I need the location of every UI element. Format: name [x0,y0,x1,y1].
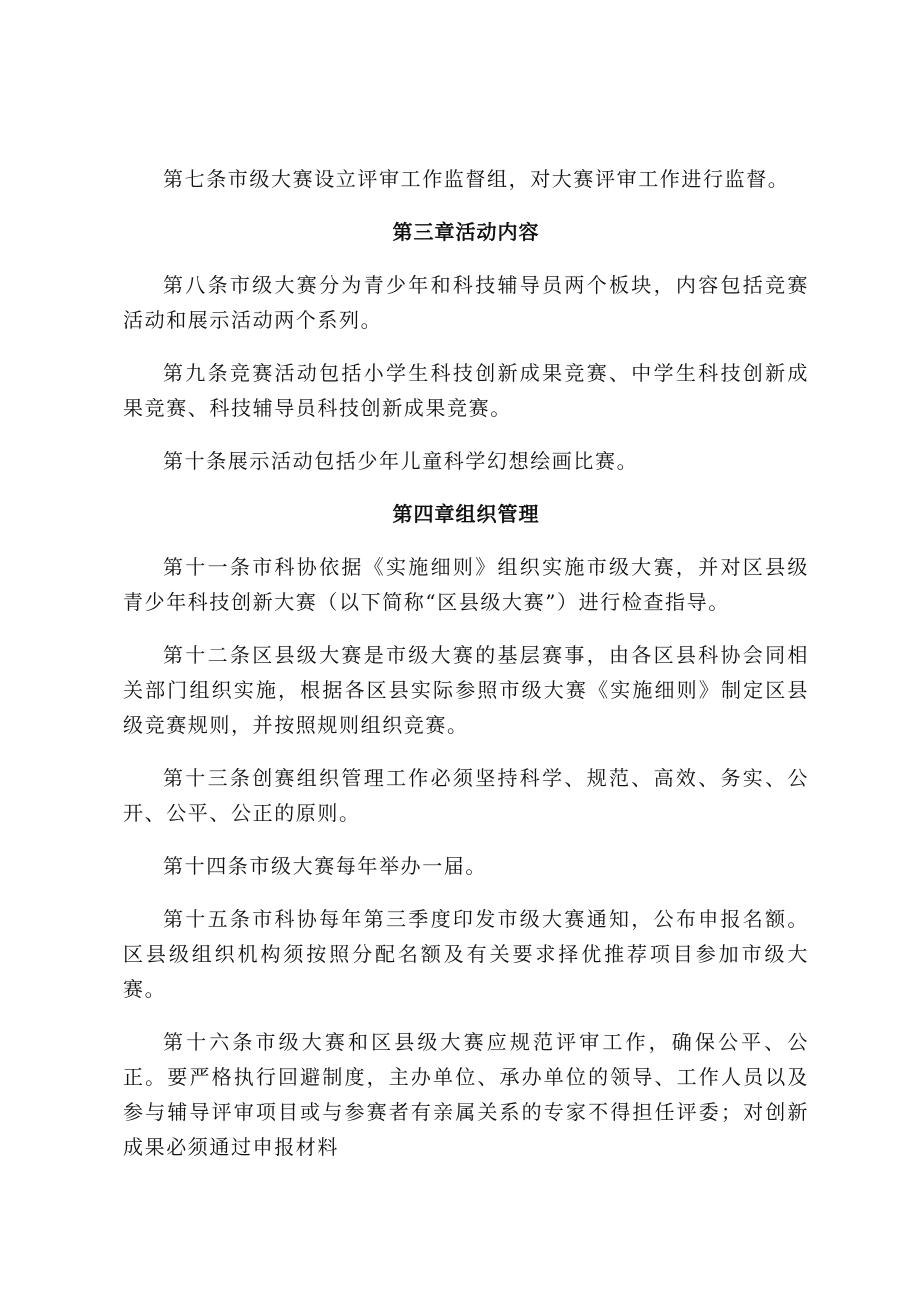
article-14: 第十四条市级大赛每年举办一届。 [163,854,487,878]
chapter-3-heading: 第三章活动内容 [392,220,540,244]
article-9: 第九条竞赛活动包括小学生科技创新成果竞赛、中学生科技创新成果竞赛、科技辅导员科技创新成果竞赛。 [123,361,809,420]
article-16: 第十六条市级大赛和区县级大赛应规范评审工作，确保公平、公正。要严格执行回避制度，主办单位、承办单位的领导、工作人员以及参与辅导评审项目或与参赛者有亲属关系的专家不得担任评委；对创新成果必须通过申报材料 [123,1030,809,1159]
article-11: 第十一条市科协依据《实施细则》组织实施市级大赛，并对区县级青少年科技创新大赛（以下简称“区县级大赛”）进行检查指导。 [123,555,809,614]
article-12: 第十二条区县级大赛是市级大赛的基层赛事，由各区县科协会同相关部门组织实施，根据各区县实际参照市级大赛《实施细则》制定区县级竞赛规则，并按照规则组织竞赛。 [123,643,809,737]
article-7: 第七条市级大赛设立评审工作监督组，对大赛评审工作进行监督。 [163,167,790,191]
chapter-4-heading: 第四章组织管理 [392,502,540,526]
article-15: 第十五条市科协每年第三季度印发市级大赛通知，公布申报名额。区县级组织机构须按照分配名额及有关要求择优推荐项目参加市级大赛。 [123,907,809,1001]
article-10: 第十条展示活动包括少年儿童科学幻想绘画比赛。 [163,449,639,473]
document-body [123,162,809,1165]
article-8: 第八条市级大赛分为青少年和科技辅导员两个板块，内容包括竞赛活动和展示活动两个系列。 [123,273,809,332]
article-13: 第十三条创赛组织管理工作必须坚持科学、规范、高效、务实、公开、公平、公正的原则。 [123,766,809,825]
